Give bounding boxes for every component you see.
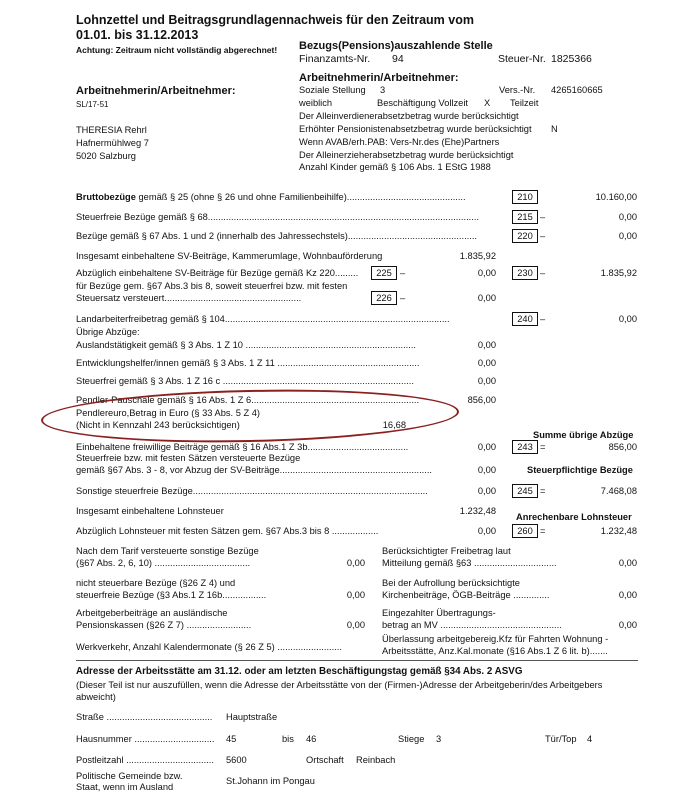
- kz-225-dash: –: [400, 268, 406, 278]
- abzueglich-row: Abzüglich einbehaltene SV-Beiträge für Bezüge gemäß Kz 220.........: [76, 268, 359, 278]
- stiege-label: Stiege: [398, 734, 425, 744]
- landarb-value: 0,00: [618, 314, 637, 324]
- brutto-value: 10.160,00: [595, 192, 637, 202]
- period-warning: Achtung: Zeitraum nicht vollständig abgerechnet!: [76, 45, 278, 55]
- tuer-value: 4: [587, 734, 593, 744]
- kfz-line2: Arbeitsstätte, Anz.Kal.monate (§16 Abs.1 Z 6 lit. b).......: [382, 646, 608, 656]
- plz-label: Postleitzahl ..................................: [76, 755, 214, 765]
- tarif-line2: (§67 Abs. 2, 6, 10) .....................................: [76, 558, 251, 568]
- adresse-title: Adresse der Arbeitsstätte am 31.12. oder am letzten Beschäftigungstag gemäß §34 Abs. 2 ASVG: [76, 666, 523, 677]
- arbeitgeber-value: 0,00: [346, 620, 365, 630]
- finanzamt-nr: 94: [392, 53, 404, 65]
- kz-243: 243: [512, 440, 538, 454]
- allein-line: Der Alleinverdienerabsetzbetrag wurde berücksichtigt: [299, 111, 519, 121]
- nicht-steuerbar-line2: steuerfreie Bezüge (§3 Abs.1 Z 16b.................: [76, 590, 267, 600]
- vers-value: 4265160665: [551, 85, 603, 95]
- teilzeit-label: Teilzeit: [510, 98, 539, 108]
- kz-215: 215: [512, 210, 538, 224]
- allerzieher-line: Der Alleinerzieherabsetzbetrag wurde berücksichtigt: [299, 150, 514, 160]
- bis-label: bis: [282, 734, 294, 744]
- fix-226-value: 0,00: [477, 293, 496, 303]
- form-title: Lohnzettel und Beitragsgrundlagennachweis für den Zeitraum vom: [76, 13, 474, 27]
- aufrollung-value: 0,00: [618, 590, 637, 600]
- anrechenbare-label: Anrechenbare Lohnsteuer: [516, 512, 632, 522]
- vers-label: Vers.-Nr.: [499, 85, 536, 95]
- kz-215-dash: –: [540, 212, 546, 222]
- pendlereuro-value: 16,68: [382, 420, 406, 430]
- fest-line1: Steuerfreie bzw. mit festen Sätzen versteuerte Bezüge: [76, 453, 301, 463]
- aufrollung-line2: Kirchenbeiträge, ÖGB-Beiträge ..............: [382, 590, 550, 600]
- kz-240: 240: [512, 312, 538, 326]
- social-label: Soziale Stellung: [299, 85, 366, 95]
- bis-value: 46: [306, 734, 317, 744]
- freibetrag-value: 0,00: [618, 558, 637, 568]
- sonstige-value: 0,00: [477, 486, 496, 496]
- brutto-label: Bruttobezüge: [76, 192, 136, 202]
- bezuege67-row: Bezüge gemäß § 67 Abs. 1 und 2 (innerhalb des Jahressechstels)..................................................: [76, 231, 477, 241]
- social-value: 3: [380, 85, 386, 95]
- landarb-row: Landarbeiterfreibetrag gemäß § 104.......................................................................................: [76, 314, 450, 324]
- entw-value: 0,00: [477, 358, 496, 368]
- payer-title: Bezugs(Pensions)auszahlende Stelle: [299, 40, 493, 52]
- nicht-steuerbar-line1: nicht steuerbare Bezüge (§26 Z 4) und: [76, 578, 236, 588]
- nicht-steuerbar-value: 0,00: [346, 590, 365, 600]
- pendlereuro-line2: (Nicht in Kennzahl 243 berücksichtigen): [76, 420, 240, 430]
- lohnsteuer-value: 1.232,48: [459, 506, 496, 516]
- summe-uebrige-value: 856,00: [608, 442, 637, 452]
- adresse-note-line1: (Dieser Teil ist nur auszufüllen, wenn die Adresse der Arbeitsstätte von der (Firmen-)Adresse der Arbeitgeberin/des Arbeitgebers: [76, 680, 603, 690]
- fixsatz-line2: Steuersatz versteuert.....................................................: [76, 293, 302, 303]
- arbeitgeber-line2: Pensionskassen (§26 Z 7) .........................: [76, 620, 252, 630]
- ausland-value: 0,00: [477, 340, 496, 350]
- abz-225-value: 0,00: [477, 268, 496, 278]
- pension-line: Erhöhter Pensionistenabsetzbetrag wurde berücksichtigt: [299, 124, 532, 134]
- employee-city: 5020 Salzburg: [76, 151, 136, 161]
- plz-value: 5600: [226, 755, 247, 765]
- anrechenbare-value: 1.232,48: [600, 526, 637, 536]
- kz-210: 210: [512, 190, 538, 204]
- ausland-row: Auslandstätigkeit gemäß § 3 Abs. 1 Z 10 ..................................................................: [76, 340, 416, 350]
- einbehalten-value: 0,00: [477, 442, 496, 452]
- z16c-value: 0,00: [477, 376, 496, 386]
- abz-230-value: 1.835,92: [600, 268, 637, 278]
- employment-mark: X: [484, 98, 491, 108]
- brutto-row: [76, 192, 466, 203]
- abz-lohnsteuer-value: 0,00: [477, 526, 496, 536]
- kfz-line1: Überlassung arbeitgebereig.Kfz für Fahrten Wohnung -: [382, 634, 609, 644]
- brutto-desc: gemäß § 25 (ohne § 26 und ohne Familienbeihilfe)..............................................: [135, 192, 466, 202]
- strasse-label: Straße .........................................: [76, 712, 213, 722]
- employee-details-title: Arbeitnehmerin/Arbeitnehmer:: [299, 72, 459, 84]
- tuer-label: Tür/Top: [545, 734, 577, 744]
- pension-value: N: [551, 124, 558, 134]
- kinder-line: Anzahl Kinder gemäß § 106 Abs. 1 EStG 1988: [299, 162, 491, 172]
- pendler-value: 856,00: [467, 395, 496, 405]
- entw-row: Entwicklungshelfer/innen gemäß § 3 Abs. 1 Z 11 .......................................................: [76, 358, 420, 368]
- stiege-value: 3: [436, 734, 442, 744]
- steuer-label: Steuer-Nr.: [498, 53, 546, 65]
- employment-label: Beschäftigung Vollzeit: [377, 98, 468, 108]
- einbehalten-row: Einbehaltene freiwillige Beiträge gemäß § 16 Abs.1 Z 3b.......................................: [76, 442, 409, 452]
- kz-226-dash: –: [400, 293, 406, 303]
- uebertrag-line2: betrag an MV ...............................................: [382, 620, 562, 630]
- kz-230-dash: –: [540, 268, 546, 278]
- hausnummer-value: 45: [226, 734, 237, 744]
- freibetrag-line1: Berücksichtigter Freibetrag laut: [382, 546, 511, 556]
- kz-240-dash: –: [540, 314, 546, 324]
- steuerfrei-value: 0,00: [618, 212, 637, 222]
- kz-260: 260: [512, 524, 538, 538]
- kz-220: 220: [512, 229, 538, 243]
- gemeinde-value: St.Johann im Pongau: [226, 776, 315, 786]
- uebertrag-value: 0,00: [618, 620, 637, 630]
- kz-226: 226: [371, 291, 397, 305]
- sv-insgesamt-value: 1.835,92: [459, 251, 496, 261]
- kz-260-sign: =: [540, 526, 546, 536]
- z16c-row: Steuerfrei gemäß § 3 Abs. 1 Z 16 c ..........................................................................: [76, 376, 414, 386]
- fest-value: 0,00: [477, 465, 496, 475]
- steuerpflichtige-value: 7.468,08: [600, 486, 637, 496]
- finanzamt-label: Finanzamts-Nr.: [299, 53, 371, 65]
- tarif-line1: Nach dem Tarif versteuerte sonstige Bezüge: [76, 546, 259, 556]
- kz-220-dash: –: [540, 231, 546, 241]
- employee-title: Arbeitnehmerin/Arbeitnehmer:: [76, 85, 236, 97]
- gemeinde-line2: Staat, wenn im Ausland: [76, 782, 174, 792]
- employee-name: THERESIA Rehrl: [76, 125, 147, 135]
- aufrollung-line1: Bei der Aufrollung berücksichtigte: [382, 578, 520, 588]
- fest-line2: gemäß §67 Abs. 3 - 8, vor Abzug der SV-Beiträge...........................................................: [76, 465, 433, 475]
- sv-insgesamt-row: Insgesamt einbehaltene SV-Beiträge, Kammerumlage, Wohnbauförderung: [76, 251, 383, 261]
- form-period: 01.01. bis 31.12.2013: [76, 28, 199, 42]
- abz-lohnsteuer-row: Abzüglich Lohnsteuer mit festen Sätzen gem. §67 Abs.3 bis 8 ..................: [76, 526, 379, 536]
- employee-street: Hafnermühlweg 7: [76, 138, 149, 148]
- strasse-value: Hauptstraße: [226, 712, 278, 722]
- freibetrag-line2: Mitteilung gemäß §63 ................................: [382, 558, 557, 568]
- bezuege67-value: 0,00: [618, 231, 637, 241]
- uebertrag-line1: Eingezahlter Übertragungs-: [382, 608, 496, 618]
- avab-line: Wenn AVAB/erh.PAB: Vers-Nr.des (Ehe)Partners: [299, 137, 500, 147]
- werkverkehr-row: Werkverkehr, Anzahl Kalendermonate (§ 26 Z 5) .........................: [76, 642, 342, 652]
- uebrige-abzuege-label: Übrige Abzüge:: [76, 327, 140, 337]
- gemeinde-line1: Politische Gemeinde bzw.: [76, 771, 183, 781]
- sonstige-row: Sonstige steuerfreie Bezüge...........................................................................................: [76, 486, 428, 496]
- hausnummer-label: Hausnummer ...............................: [76, 734, 215, 744]
- summe-uebrige-label: Summe übrige Abzüge: [533, 430, 634, 440]
- tarif-value: 0,00: [346, 558, 365, 568]
- steuerpflichtige-label: Steuerpflichtige Bezüge: [527, 465, 633, 475]
- ortschaft-value: Reinbach: [356, 755, 396, 765]
- kz-230: 230: [512, 266, 538, 280]
- kz-225: 225: [371, 266, 397, 280]
- kz-243-sign: =: [540, 442, 546, 452]
- gender: weiblich: [299, 98, 333, 108]
- fixsatz-line1: für Bezüge gem. §67 Abs.3 bis 8, soweit steuerfrei bzw. mit festen: [76, 281, 348, 291]
- employee-code: SL/17-51: [76, 100, 109, 109]
- pendlereuro-line1: Pendlereuro,Betrag in Euro (§ 33 Abs. 5 Z 4): [76, 408, 260, 418]
- adresse-note-line2: abweicht): [76, 692, 116, 702]
- pendler-row: Pendler-Pauschale gemäß § 16 Abs. 1 Z 6.................................................................: [76, 395, 420, 405]
- steuerfrei-row: Steuerfreie Bezüge gemäß § 68.........................................................................................................: [76, 212, 479, 222]
- arbeitgeber-line1: Arbeitgeberbeiträge an ausländische: [76, 608, 228, 618]
- steuer-nr: 1825366: [551, 53, 592, 65]
- kz-245: 245: [512, 484, 538, 498]
- lohnsteuer-row: Insgesamt einbehaltene Lohnsteuer: [76, 506, 224, 516]
- section-divider: [76, 660, 638, 661]
- kz-245-sign: =: [540, 486, 546, 496]
- ortschaft-label: Ortschaft: [306, 755, 344, 765]
